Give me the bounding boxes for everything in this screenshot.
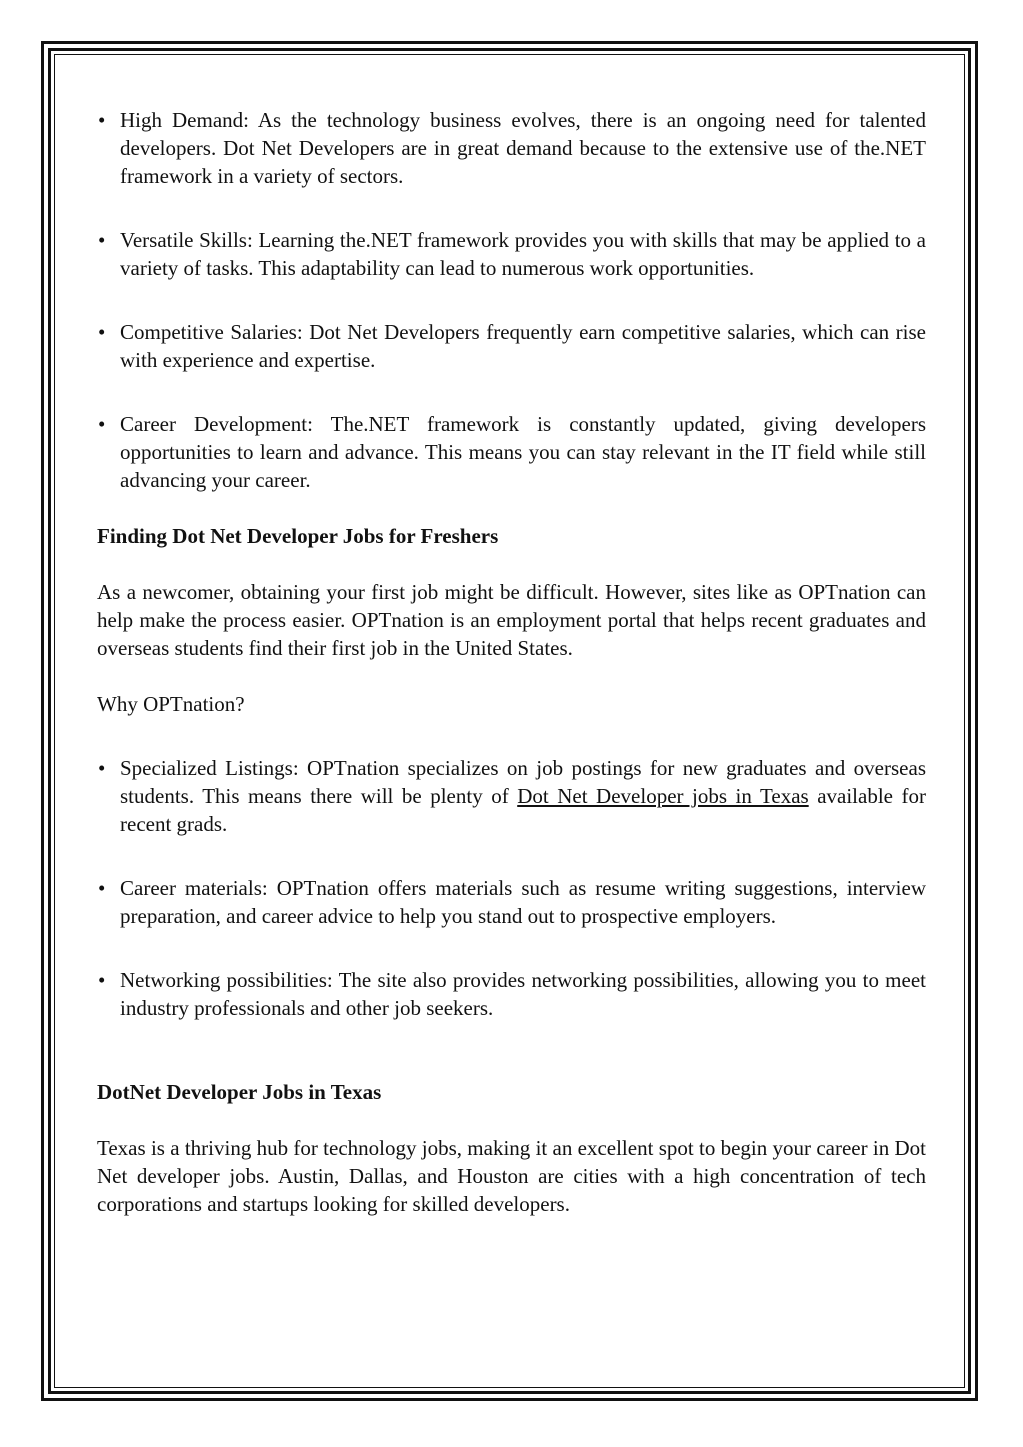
- bullet-text: Career Development: The.NET framework is constantly updated, giving developers opportunities to learn and advance. This means you can stay relevant in the IT field while still advancing your career.: [120, 412, 926, 492]
- bullet-text: [120, 754, 926, 838]
- bullet-text: Versatile Skills: Learning the.NET framework provides you with skills that may be applied to a variety of tasks. This adaptability can lead to numerous work opportunities.: [120, 228, 926, 280]
- heading-texas-jobs: DotNet Developer Jobs in Texas: [97, 1080, 382, 1104]
- bullet-career-materials: [97, 874, 926, 930]
- specialized-text-before: Specialized Listings: OPTnation specializes on job postings for new graduates and overseas students. This means there will be plenty of: [120, 756, 926, 808]
- bullet-symbol: •: [98, 876, 106, 900]
- bullet-high-demand: [97, 106, 926, 190]
- bullet-versatile-skills: [97, 226, 926, 282]
- bullet-text: High Demand: As the technology business evolves, there is an ongoing need for talented developers. Dot Net Developers are in great demand because to the extensive use of the.NET framework in a variety of sectors.: [120, 108, 926, 188]
- bullet-symbol: •: [98, 756, 106, 780]
- bullet-symbol: •: [98, 412, 106, 436]
- specialized-text-after: available for recent grads.: [120, 784, 926, 836]
- heading-finding-jobs: Finding Dot Net Developer Jobs for Freshers: [97, 524, 499, 548]
- texas-jobs-link[interactable]: Dot Net Developer jobs in Texas: [517, 784, 809, 808]
- bullet-symbol: •: [98, 968, 106, 992]
- paragraph-texas-jobs: Texas is a thriving hub for technology jobs, making it an excellent spot to begin your career in Dot Net developer jobs. Austin, Dallas, and Houston are cities with a high concentration of tech corporations and startups looking for skilled developers.: [97, 1136, 926, 1216]
- bullet-competitive-salaries: [97, 318, 926, 374]
- paragraph-why-optnation: Why OPTnation?: [97, 692, 245, 716]
- paragraph-finding-jobs: As a newcomer, obtaining your first job might be difficult. However, sites like as OPTnation can help make the process easier. OPTnation is an employment portal that helps recent graduates and overseas students find their first job in the United States.: [97, 580, 926, 660]
- document-body: [97, 106, 926, 1246]
- bullet-symbol: •: [98, 108, 106, 132]
- bullet-symbol: •: [98, 228, 106, 252]
- bullet-networking: [97, 966, 926, 1022]
- bullet-symbol: •: [98, 320, 106, 344]
- bullet-text: Competitive Salaries: Dot Net Developers frequently earn competitive salaries, which can rise with experience and expertise.: [120, 320, 926, 372]
- bullet-text: Networking possibilities: The site also provides networking possibilities, allowing you to meet industry professionals and other job seekers.: [120, 968, 926, 1020]
- bullet-career-development: [97, 410, 926, 494]
- bullet-text: Career materials: OPTnation offers materials such as resume writing suggestions, interview preparation, and career advice to help you stand out to prospective employers.: [120, 876, 926, 928]
- bullet-specialized-listings: [97, 754, 926, 838]
